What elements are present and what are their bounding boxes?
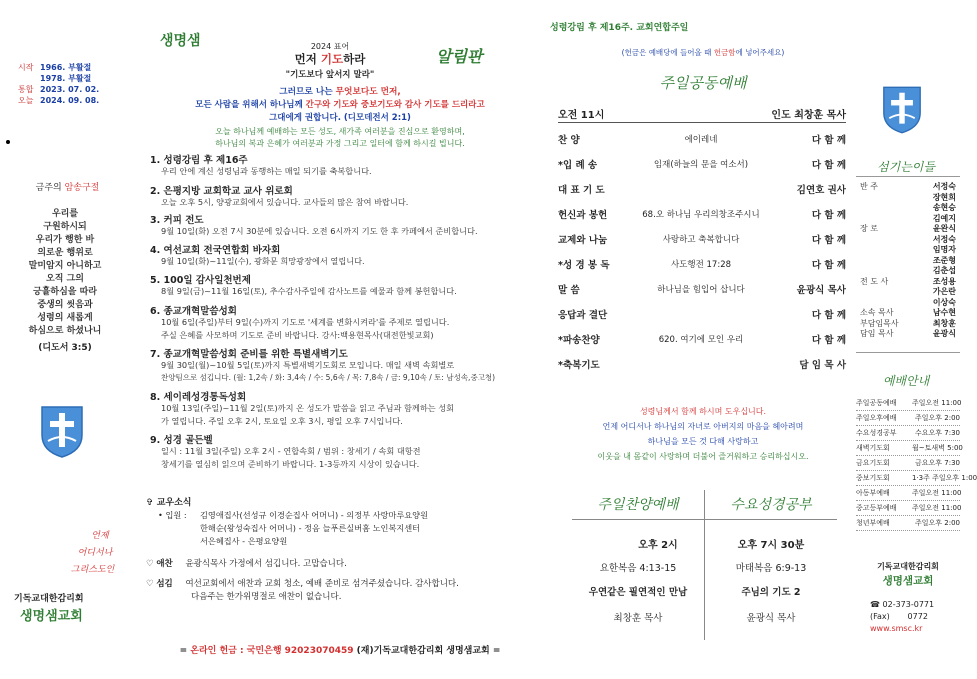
motto-part: 하라	[343, 52, 366, 66]
wednesday-preacher: 윤광식 목사	[746, 613, 796, 624]
order-item-content: 사랑하고 축복합니다	[662, 235, 740, 245]
role-row	[860, 307, 960, 318]
order-item-person: 담 임 목 사	[799, 360, 846, 371]
verse-line: 하심으로 하셨나니	[28, 326, 102, 336]
news-item	[150, 242, 540, 268]
order-item-content: 하나님을 힘입어 삽니다	[657, 285, 745, 295]
wednesday-service-header	[705, 490, 837, 520]
schedule-time: 주일오전 11:00	[912, 504, 962, 512]
section-title: 생명샘	[160, 33, 201, 49]
history-value: 2023. 07. 02.	[40, 85, 100, 94]
meal-notice	[146, 557, 347, 569]
afternoon-service-title: 주일찬양예배	[597, 497, 679, 513]
role-person: 장현희	[932, 192, 956, 202]
schedule-name: 수요성경공부	[856, 429, 897, 437]
verse-line: 우리가 행한 바	[35, 235, 95, 245]
role-label	[860, 244, 912, 255]
schedule-time: 주일오후 2:00	[915, 519, 960, 527]
org-name: 기독교대한감리회	[14, 594, 84, 604]
news-body: 창세기를 열심히 읽으며 준비하기 바랍니다. 1-3등까지 시상이 있습니다.	[161, 458, 420, 469]
notice-part: (헌금	[621, 48, 640, 57]
role-person: 서정숙	[932, 182, 956, 191]
website-link[interactable]: www.smsc.kr	[870, 624, 923, 633]
schedule-title: 예배안내	[882, 374, 930, 388]
member-news-title: 교우소식	[156, 498, 192, 508]
news-body: 9월 10일(화) 오전 7시 30분에 있습니다. 오전 6시까지 기도 한 후 카페에서 준비합니다.	[161, 226, 478, 236]
order-item-content: 68.오 하나님 우리의창조주시니	[642, 210, 760, 220]
history-label: 통합	[18, 85, 34, 94]
news-title: 4. 여선교회 전국연합회 바자회	[150, 245, 281, 256]
news-body: 가 열립니다. 주일 오후 2시, 토요일 오후 3시, 평일 오후 7시입니다.	[161, 415, 403, 426]
news-body: 우리 안에 계신 성령님과 동행하는 매일 되기를 축복합니다.	[161, 166, 372, 176]
worship-order-row	[558, 128, 846, 150]
role-row	[860, 276, 960, 287]
church-shield-icon	[882, 85, 922, 135]
notice-part: 에 넣어주세요)	[735, 48, 785, 57]
role-label: 반 주	[860, 182, 878, 191]
worship-order-row	[558, 303, 846, 325]
role-row	[860, 213, 960, 224]
schedule-name: 금요기도회	[856, 459, 890, 467]
news-item	[150, 272, 540, 298]
history-label: 시작	[18, 63, 34, 72]
notice-board-title: 알림판	[436, 47, 483, 66]
order-item-content: 에이레네	[684, 135, 718, 145]
role-label	[860, 286, 912, 297]
order-item-content: 620. 여기에 모인 우리	[658, 335, 744, 345]
blessing-line: 언제 어디서나 하나님의 자녀로 아버지의 마음을 헤아려며	[602, 422, 804, 431]
worship-order-row	[558, 328, 846, 350]
news-title: 3. 커피 전도	[150, 215, 204, 226]
notice-highlight: 헌금함	[713, 48, 736, 57]
schedule-time: 주일오후 2:00	[915, 414, 960, 422]
intro-line	[140, 85, 540, 97]
afternoon-scripture: 요한복음 4:13-15	[599, 563, 677, 574]
role-person: 임명자	[932, 245, 956, 254]
role-row	[860, 255, 960, 266]
order-item-name: 응답과 결단	[558, 310, 608, 321]
role-person: 조성용	[932, 276, 956, 286]
role-person: 최창훈	[932, 318, 956, 328]
schedule-name: 아동부예배	[856, 489, 890, 497]
bullet-dot	[6, 140, 10, 144]
role-row	[860, 297, 960, 308]
history-label: 오늘	[18, 96, 34, 105]
role-label: 부담임목사	[860, 318, 899, 328]
motto-highlight: 기도	[320, 52, 344, 66]
worship-order-row	[558, 253, 846, 275]
wednesday-time: 오후 7시 30분	[737, 540, 805, 551]
news-body: 10월 13일(주일)~11월 2일(토)까지 온 성도가 말씀을 읽고 주님과 함께하는 성회	[161, 403, 455, 413]
role-row	[860, 328, 960, 339]
role-person: 이상숙	[932, 297, 956, 307]
online-offering: = 온라인 헌금 : 국민은행 92023070459 (재)기독교대한감리회 생명샘교회 =	[179, 646, 501, 656]
order-item-person: 다 함 께	[811, 210, 846, 221]
role-person: 남수현	[932, 308, 956, 317]
worship-title: 주일공동예배	[659, 74, 747, 92]
schedule-name: 주일공동예배	[856, 399, 897, 407]
news-title: 5. 100일 감사일천번제	[150, 275, 251, 286]
wednesday-service-title: 수요성경공부	[730, 497, 812, 513]
offering-account-name: (재)기독교대한감리회 생명샘교회	[356, 646, 490, 656]
afternoon-sermon: 우연같은 필연적인 만남	[588, 587, 688, 598]
role-row	[860, 223, 960, 234]
schedule-name: 중고등부예배	[856, 504, 897, 512]
meal-text: 윤광식목사 가정에서 섬깁니다. 고맙습니다.	[185, 559, 347, 569]
divider	[856, 176, 960, 177]
role-row	[860, 192, 960, 203]
middle-column	[140, 0, 540, 679]
schedule-row	[856, 486, 960, 501]
role-label: 장 로	[860, 224, 878, 233]
role-person: 윤완식	[932, 224, 956, 233]
intro-line	[140, 111, 540, 123]
news-item	[150, 346, 540, 384]
schedule-time: 1·3주 주일오후 1:00	[912, 474, 977, 482]
afternoon-time: 오후 2시	[638, 540, 678, 551]
blessing-line: 하나님을 모든 것 다해 사랑하고	[647, 437, 759, 446]
order-item-person: 다 함 께	[811, 260, 846, 271]
order-item-name: 교제와 나눔	[558, 235, 608, 246]
wednesday-sermon: 주님의 기도 2	[741, 587, 801, 598]
verse-title-prefix: 금주의	[35, 183, 62, 193]
order-item-person: 다 함 께	[811, 135, 846, 146]
order-item-content: 사도행전 17:28	[670, 260, 732, 270]
verse-line: 긍휼하심을 따라	[33, 287, 97, 297]
worship-leader: 인도 최창훈 목사	[771, 110, 846, 121]
schedule-name: 새벽기도회	[856, 444, 890, 452]
left-column	[0, 0, 130, 679]
news-body: 9월 10일(화)~11일(수), 광화문 희망광장에서 열립니다.	[161, 256, 365, 266]
admission-line: 김영애집사(선성규 이경순집사 어머니) - 의정부 사랑마루요양원	[200, 510, 428, 520]
order-item-person: 김연호 권사	[796, 185, 846, 196]
schedule-time: 주일오전 11:00	[912, 399, 962, 407]
script-line: 언제	[91, 531, 109, 541]
schedule-name: 중보기도회	[856, 474, 890, 482]
divider	[558, 122, 846, 123]
history-value: 2024. 09. 08.	[40, 96, 100, 105]
role-row	[860, 234, 960, 245]
news-item	[150, 152, 540, 178]
verse-line: 성령의 새롭게	[37, 313, 93, 323]
history-value: 1966. 부활절	[40, 63, 92, 72]
role-row	[860, 244, 960, 255]
offering-label: 온라인 헌금 :	[190, 646, 247, 656]
admission-label: • 입원 :	[158, 510, 187, 520]
offering-bank: 국민은행 92023070459	[246, 646, 354, 656]
church-history	[18, 62, 128, 106]
afternoon-service-header	[572, 490, 704, 520]
history-row	[18, 62, 128, 73]
meal-label: 애찬	[156, 559, 173, 569]
role-person: 송현승	[932, 203, 956, 212]
schedule-row	[856, 441, 963, 456]
news-title: 1. 성령강림 후 제16주	[150, 155, 248, 166]
motto-main	[240, 51, 420, 67]
heart-icon: ♡	[146, 579, 154, 589]
schedule-row	[856, 426, 960, 441]
order-item-name: 말 씀	[558, 285, 580, 296]
notice-part: 은 예배당에 들어올 때	[639, 48, 714, 57]
order-item-name: *파송찬양	[558, 335, 600, 346]
role-label	[860, 255, 912, 266]
week-header: 성령강림 후 제16주. 교회연합주일	[550, 23, 689, 33]
role-label	[860, 213, 912, 224]
role-label: 소속 목사	[860, 308, 894, 317]
news-item	[150, 432, 540, 470]
intro-text: 그러므로 나는	[279, 87, 336, 97]
history-row	[18, 95, 128, 106]
role-person: 김춘섭	[932, 266, 956, 275]
role-row	[860, 202, 960, 213]
news-item	[150, 389, 540, 427]
schedule-time: 월~토새벽 5:00	[912, 444, 963, 452]
worship-order-row	[558, 278, 846, 300]
schedule-row	[856, 471, 977, 486]
order-item-person: 다 함 께	[811, 310, 846, 321]
order-item-person: 다 함 께	[811, 160, 846, 171]
role-label	[860, 234, 912, 245]
order-item-name: 대 표 기 도	[558, 185, 605, 196]
news-title: 8. 세이레성경통독성회	[150, 392, 247, 403]
order-item-person: 다 함 께	[811, 235, 846, 246]
role-label	[860, 297, 912, 308]
verse-line: 말미암지 아니하고	[28, 261, 102, 271]
verse-lines	[5, 206, 125, 336]
news-title: 7. 종교개혁말씀성회 준비를 위한 특별새벽기도	[150, 349, 348, 360]
intro-highlight: 간구와 기도와 중보기도와 감사 기도를 드리라고	[305, 100, 485, 110]
news-body: 8월 9일(금)~11월 16일(토), 추수감사주일에 감사노트를 예물과 함께 봉헌합니다.	[161, 286, 457, 296]
admission-line: 한해순(왕성숙집사 어머니) - 정음 늘푸른실버홈 노인복지센터	[200, 523, 421, 533]
role-label: 전 도 사	[860, 276, 889, 286]
role-person: 서정숙	[932, 234, 956, 244]
phone-number: ☎ 02-373-0771	[870, 600, 935, 609]
verse-title-highlight: 암송구절	[64, 183, 100, 193]
intro-text: 모든 사람을 위해서 하나님께	[195, 100, 306, 110]
verse-line: 의로운 행위로	[37, 248, 93, 258]
verse-line: 우리를	[51, 209, 79, 219]
role-label	[860, 202, 912, 213]
role-person: 윤광식	[932, 329, 956, 338]
church-name: 생명샘교회	[20, 609, 83, 624]
wednesday-scripture: 마태복음 6:9-13	[735, 563, 807, 574]
verse-reference: (디도서 3:5)	[38, 343, 92, 353]
news-body: 9월 30일(월)~10월 5일(토)까지 특별새벽기도회로 모입니다. 매일 새벽 속회별로	[161, 360, 455, 370]
blessing-line: 이웃을 내 몸같이 사랑하며 더불어 즐거워하고 승리하십시오.	[597, 452, 809, 461]
schedule-row	[856, 456, 960, 471]
script-line: 그리스도인	[70, 565, 115, 575]
worship-order-row	[558, 203, 846, 225]
order-item-content: 임재(하늘의 문을 여소서)	[653, 160, 749, 170]
serve-label: 섬김	[156, 579, 173, 589]
history-row	[18, 84, 128, 95]
news-title: 6. 종교개혁말씀성회	[150, 306, 237, 317]
org-name: 기독교대한감리회	[877, 562, 939, 571]
schedule-list	[856, 396, 977, 531]
role-row	[860, 265, 960, 276]
blessing-line: 성령님께서 함께 하시며 도우십니다.	[639, 407, 767, 416]
history-row	[18, 73, 128, 84]
motto-part: 먼저	[294, 52, 321, 66]
role-person: 가은란	[932, 287, 956, 296]
schedule-time: 금요오후 7:30	[915, 459, 960, 467]
offering-notice	[558, 47, 848, 58]
schedule-time: 수요오후 7:30	[915, 429, 960, 437]
afternoon-preacher: 최창훈 목사	[613, 613, 663, 624]
news-body: 오늘 오후 5시, 양광교회에서 있습니다. 교사들의 많은 참여 바랍니다.	[161, 197, 409, 207]
intro-highlight: 무엇보다도 먼저,	[335, 87, 401, 97]
cross-icon: ✞	[146, 498, 154, 508]
role-person: 김예지	[932, 213, 956, 223]
church-name: 생명샘교회	[882, 575, 934, 587]
admission-prefix: 입원 :	[165, 510, 187, 520]
welcome-line: 오늘 하나님께 예배하는 모든 성도, 새가족 여러분을 진심으로 환영하며,	[215, 127, 465, 136]
roles-list	[860, 181, 960, 339]
order-item-person: 다 함 께	[811, 335, 846, 346]
role-row	[860, 181, 960, 192]
divider	[856, 352, 960, 353]
news-body: 10월 6일(주일)부터 9일(수)까지 기도로 '세계를 변화시켜라'를 주제로 열립니다.	[161, 317, 450, 327]
schedule-row	[856, 516, 960, 531]
role-person: 조준형	[932, 255, 956, 265]
news-title: 9. 성경 골든벨	[150, 435, 213, 446]
member-news	[146, 495, 191, 508]
schedule-row	[856, 411, 960, 426]
role-label: 담임 목사	[860, 329, 894, 338]
verse-title	[10, 180, 125, 193]
worship-order-row	[558, 153, 846, 175]
worship-time: 오전 11시	[558, 110, 605, 121]
verse-line: 중생의 씻음과	[37, 300, 93, 310]
news-body: 찬양팀으로 섬깁니다. (월: 1,2속 / 화: 3,4속 / 수: 5,6속 / 목: 7,8속 / 금: 9,10속 / 토: 남성속,중고청)	[161, 372, 496, 382]
script-line: 어디서나	[77, 548, 113, 558]
schedule-row	[856, 396, 960, 411]
order-item-name: 찬 양	[558, 135, 580, 146]
servants-title: 섬기는이들	[877, 160, 935, 174]
news-item	[150, 212, 540, 238]
verse-line: 구원하시되	[43, 222, 87, 232]
role-label	[860, 265, 912, 276]
intro-reference: (디모데전서 2:1)	[343, 113, 411, 123]
order-item-person: 윤광식 목사	[796, 285, 846, 296]
admission-line: 서은혜집사 - 은평요양원	[200, 536, 288, 546]
church-shield-icon	[40, 405, 84, 459]
history-value: 1978. 부활절	[40, 74, 92, 83]
serve-notice	[146, 577, 459, 589]
intro-line	[140, 98, 540, 110]
news-title: 2. 은평지방 교회학교 교사 위로회	[150, 186, 293, 197]
worship-order-row	[558, 178, 846, 200]
serve-text: 여선교회에서 애찬과 교회 청소, 예배 준비로 섬겨주셨습니다. 감사합니다.	[185, 579, 459, 589]
schedule-name: 청년부예배	[856, 519, 890, 527]
order-item-name: *성 경 봉 독	[558, 260, 610, 271]
schedule-row	[856, 501, 960, 516]
verse-line: 오직 그의	[46, 274, 84, 284]
role-row	[860, 318, 960, 329]
fax-number: (Fax) 0772	[870, 612, 928, 621]
order-item-name: 헌신과 봉헌	[558, 210, 608, 221]
intro-text: 그대에게 권합니다.	[269, 113, 344, 123]
role-row	[860, 286, 960, 297]
order-item-name: *축복기도	[558, 360, 600, 371]
serve-text: 다음주는 한가위명절로 애찬이 없습니다.	[191, 592, 342, 602]
motto-sub: "기도보다 앞서지 말라"	[285, 70, 375, 80]
schedule-time: 주일오전 11:00	[912, 489, 962, 497]
schedule-name: 주일오후예배	[856, 414, 897, 422]
welcome-line: 하나님의 복과 은혜가 여러분과 가정 그리고 일터에 함께 하시길 빕니다.	[215, 139, 465, 148]
motto-year: 2024 표어	[310, 42, 350, 51]
worship-order-row	[558, 353, 846, 375]
news-item	[150, 183, 540, 209]
worship-order-row	[558, 228, 846, 250]
role-label	[860, 192, 912, 203]
order-item-name: *입 례 송	[558, 160, 598, 171]
news-body: 일시 : 11월 3일(주일) 오후 2시 - 연합속회 / 범위 : 창세기 / 속회 대항전	[161, 446, 421, 456]
heart-icon: ♡	[146, 559, 154, 569]
news-body: 주실 은혜를 사모하며 기도로 준비 바랍니다. 강사:백용현목사(대전한빛교회)	[161, 329, 434, 340]
news-item	[150, 303, 540, 341]
